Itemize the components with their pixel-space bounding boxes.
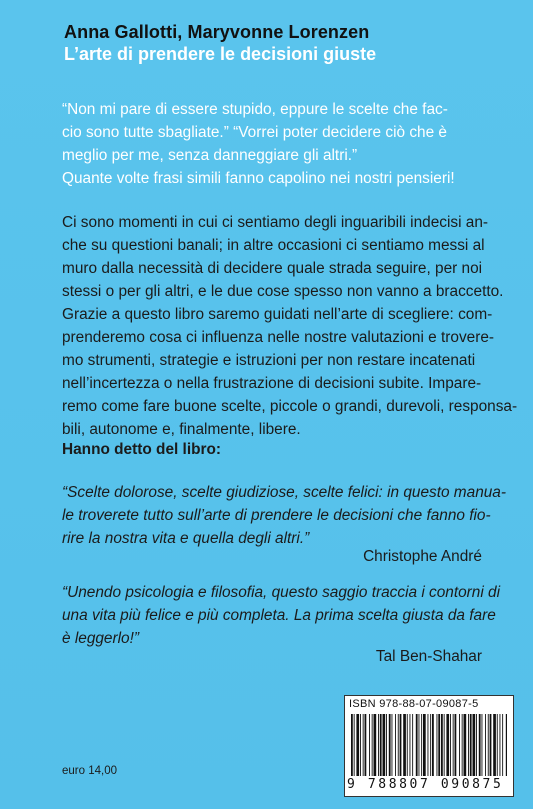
barcode-bar — [437, 714, 438, 776]
barcode-bar — [374, 714, 377, 776]
reviews-heading: Hanno detto del libro: — [62, 441, 222, 458]
barcode-bar — [372, 714, 373, 776]
barcode-bar — [392, 714, 393, 776]
intro-quote-line: meglio per me, senza danneggiare gli altri.” — [62, 147, 358, 164]
barcode-bar — [421, 714, 422, 776]
barcode-bar — [468, 714, 469, 776]
body-line: bili, autonome e, finalmente, libere. — [62, 421, 301, 438]
review-line: è leggerlo!” — [62, 630, 139, 647]
intro-quote-line: cio sono tutte sbagliate.” “Vorrei poter decidere ciò che è — [62, 124, 447, 141]
barcode-bar — [407, 714, 408, 776]
barcode-bar — [438, 714, 440, 776]
body-line: che su questioni banali; in altre occasioni ci sentiamo messi al — [62, 237, 485, 254]
barcode-bar — [506, 714, 507, 776]
review-author: Tal Ben-Shahar — [375, 648, 482, 665]
intro-quote-line: “Non mi pare di essere stupido, eppure le scelte che fac- — [62, 101, 448, 118]
barcode-bar — [493, 714, 496, 776]
barcode-bar — [398, 714, 399, 776]
barcode-bar — [389, 714, 391, 776]
price: euro 14,00 — [62, 765, 117, 777]
body-line: remo come fare buone scelte, piccole o grandi, durevoli, responsa- — [62, 398, 518, 415]
isbn-label: ISBN 978-88-07-09087-5 — [349, 698, 479, 710]
barcode-bar — [485, 714, 486, 776]
barcode-bar — [488, 714, 489, 776]
barcode-bar — [380, 714, 382, 776]
review-1 — [62, 481, 506, 550]
intro-quote — [62, 98, 482, 190]
barcode-bar — [356, 714, 359, 776]
barcode-bar — [351, 714, 353, 776]
barcode-bar — [386, 714, 387, 776]
barcode-bar — [430, 714, 431, 776]
barcode-bar — [464, 714, 467, 776]
review-line: le troverete tutto sull’arte di prendere le decisioni che fanno fio- — [62, 507, 491, 524]
barcode-bars — [351, 714, 507, 776]
intro-quote-line: Quante volte frasi simili fanno capolino nei nostri pensieri! — [62, 170, 455, 187]
barcode-bar — [395, 714, 396, 776]
barcode-bar — [462, 714, 463, 776]
review-author: Christophe André — [363, 548, 482, 565]
barcode-bar — [354, 714, 355, 776]
barcode-bar — [360, 714, 361, 776]
barcode-bar — [490, 714, 492, 776]
body-line: nell’incertezza o nella frustrazione di decisioni subite. Impare- — [62, 375, 482, 392]
barcode-bar — [365, 714, 367, 776]
barcode-bar — [476, 714, 477, 776]
book-title: L’arte di prendere le decisioni giuste — [64, 44, 377, 64]
review-line: rire la nostra vita e quella degli altri.” — [62, 530, 310, 547]
review-line: una vita più felice e più completa. La prima scelta giusta da fare — [62, 607, 496, 624]
barcode-bar — [453, 714, 454, 776]
review-line: “Scelte dolorose, scelte giudiziose, scelte felici: in questo manua- — [62, 484, 506, 501]
review-2 — [62, 581, 501, 650]
barcode-bar — [479, 714, 481, 776]
barcode — [344, 695, 514, 797]
barcode-bar — [497, 714, 498, 776]
author-names: Anna Gallotti, Maryvonne Lorenzen — [64, 22, 370, 42]
body-line: mo strumenti, strategie e istruzioni per non restare incatenati — [62, 352, 476, 369]
barcode-bar — [416, 714, 418, 776]
barcode-bar — [432, 714, 434, 776]
barcode-bar — [428, 714, 429, 776]
barcode-bar — [502, 714, 503, 776]
barcode-bar — [500, 714, 501, 776]
body-text — [62, 211, 518, 441]
barcode-bar — [482, 714, 483, 776]
barcode-bar — [459, 714, 460, 776]
barcode-bar — [419, 714, 420, 776]
barcode-bar — [369, 714, 370, 776]
body-line: muro dalla necessità di decidere quale strada seguire, per noi — [62, 260, 483, 277]
barcode-bar — [470, 714, 472, 776]
body-line: stessi o per gli altri, e le due cose spesso non vanno a braccetto. — [62, 283, 504, 300]
barcode-bar — [412, 714, 413, 776]
barcode-bar — [446, 714, 449, 776]
barcode-bar — [400, 714, 402, 776]
barcode-bar — [473, 714, 476, 776]
barcode-bar — [403, 714, 406, 776]
barcode-bar — [444, 714, 445, 776]
body-line: Grazie a questo libro saremo guidati nell’arte di scegliere: com- — [62, 306, 493, 323]
review-1-author-row — [62, 545, 482, 568]
review-line: “Unendo psicologia e filosofia, questo saggio traccia i contorni di — [62, 584, 501, 601]
barcode-bar — [423, 714, 426, 776]
barcode-bar — [455, 714, 457, 776]
barcode-bar — [441, 714, 443, 776]
barcode-bar — [450, 714, 451, 776]
barcode-bar — [378, 714, 379, 776]
review-2-author-row — [62, 645, 482, 668]
barcode-digits: 9 788807 090875 — [347, 777, 504, 792]
barcode-bar — [410, 714, 411, 776]
barcode-bar — [363, 714, 364, 776]
body-line: Ci sono momenti in cui ci sentiamo degli inguaribili indecisi an- — [62, 214, 489, 231]
barcode-bar — [383, 714, 386, 776]
body-line: prenderemo cosa ci influenza nelle nostre valutazioni e trovere- — [62, 329, 495, 346]
